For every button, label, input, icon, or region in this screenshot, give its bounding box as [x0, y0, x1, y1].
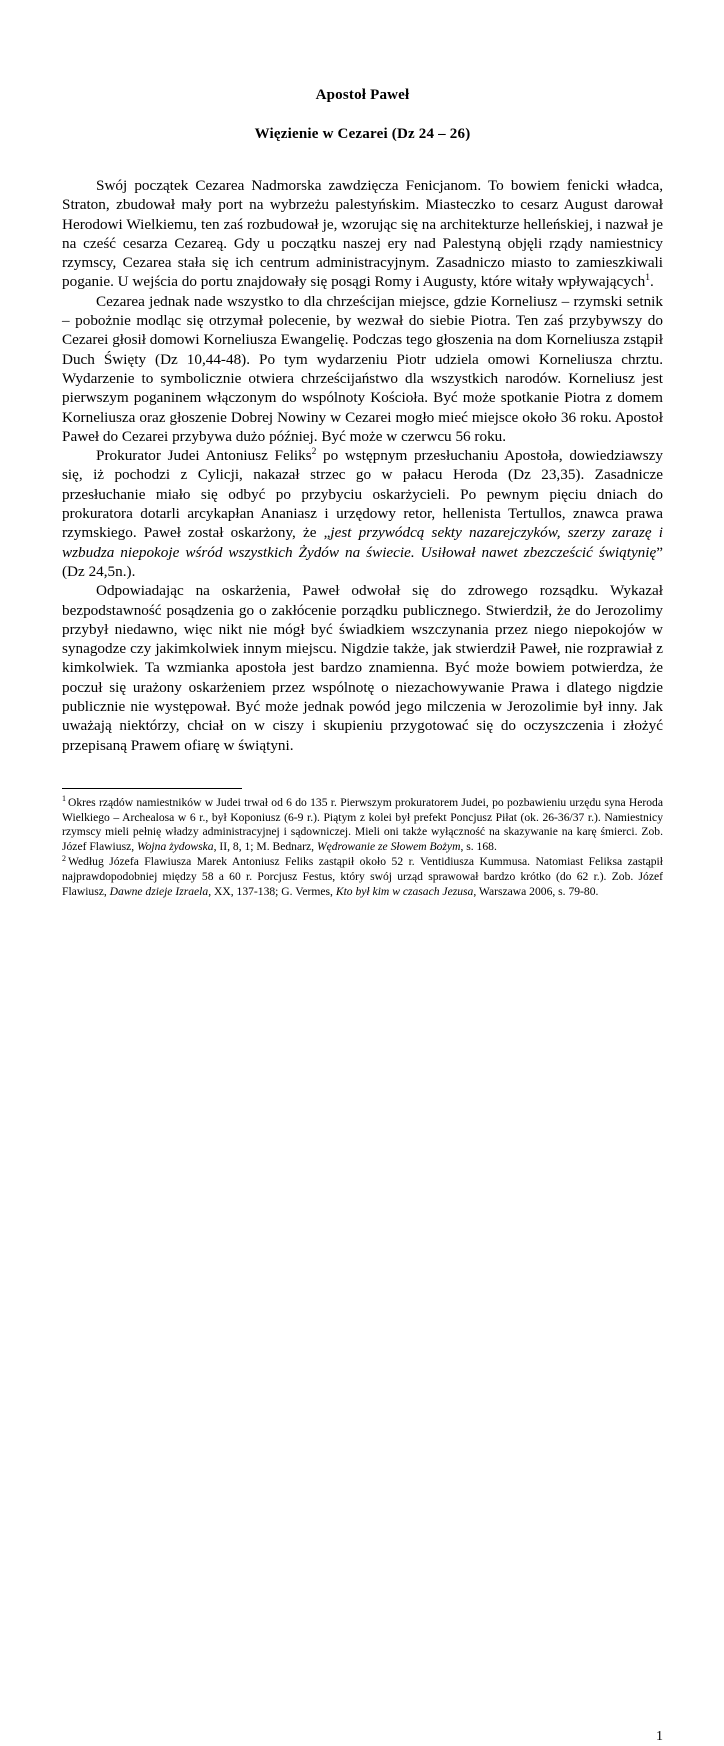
page-number: 1 — [656, 1729, 663, 1744]
paragraph-1-tail: . — [649, 273, 654, 291]
footnote-1-text-b: , II, 8, 1; M. Bednarz, — [213, 839, 317, 853]
footnote-2-text-a: Według Józefa Flawiusza Marek Antoniusz Feliks zastąpił około 52 r. Ventidiusza Kummusa. Natomiast Feliksa zastąpił najprawdopodobniej między 58 a 60 r. Porcjusz Festus, który swój urząd sprawował bardzo krótko (do 62 r.). Zob. Józef Flawiusz, — [62, 855, 663, 898]
footnote-1-title-1: Wojna żydowska — [137, 839, 214, 853]
document-body — [62, 0, 663, 755]
page-subtitle: Więzienie w Cezarei (Dz 24 – 26) — [254, 126, 471, 142]
paragraph-3-quote: jest przywódcą sekty nazarejczyków, szerzy zarazę i wzbudza niepokoje wśród wszystkich Żydów na świecie. Usiłował nawet zbezcześcić świątynię — [62, 524, 663, 561]
footnotes-section — [62, 788, 663, 1744]
footnote-2 — [62, 855, 663, 899]
footnote-2-text-c: , Warszawa 2006, s. 79-80. — [473, 884, 599, 898]
footnote-separator-rule — [62, 788, 242, 789]
paragraph-1 — [62, 176, 663, 292]
footnote-1 — [62, 796, 663, 854]
paragraph-2: Cezarea jednak nade wszystko to dla chrześcijan miejsce, gdzie Korneliusz – rzymski setnik – pobożnie modląc się otrzymał polecenie, by wezwał do siebie Piotra. Ten zaś przybywszy do Cezarei głosił domowi Korneliusza Ewangelię. Podczas tego głoszenia na dom Korneliusza zstąpił Duch Święty (Dz 10,44-48). Po tym wydarzeniu Piotr udziela omowi Korneliusza chrztu. Wydarzenie to symbolicznie otwiera chrześcijaństwo dla wszystkich narodów. Korneliusz jest pierwszym poganinem włączonym do wspólnoty Kościoła. Być może spotkanie Piotra z domem Korneliusza oraz głoszenie Dobrej Nowiny w Cezarei mogło mieć miejsce około 36 roku. Apostoł Paweł do Cezarei przybywa dużo później. Być może w czerwcu 56 roku. — [62, 292, 663, 445]
footnote-1-text-a: Okres rządów namiestników w Judei trwał od 6 do 135 r. Pierwszym prokuratorem Judei, po pozbawieniu urzędu syna Heroda Wielkiego – Archealosa w 6 r., był Koponiusz (6-9 r.). Piątym z kolei był prefekt Poncjusz Piłat (ok. 26-36/37 r.). Namiestnicy rzymscy mieli pełnię władzy administracyjnej i sądowniczej. Mieli oni także wyłączność na skazywanie na karę śmierci. Zob. Józef Flawiusz, — [62, 796, 663, 853]
main-text — [62, 176, 663, 755]
paragraph-3-text-a: Prokurator Judei Antoniusz Feliks — [96, 447, 312, 465]
title-block — [62, 0, 663, 144]
paragraph-3-text-b: po wstępnym przesłuchaniu Apostoła, dowiedziawszy się, iż pochodzi z Cylicji, nakazał strzec go w pałacu Heroda (Dz 23,35). Zasadnicze przesłuchanie miało się odbyć po przybyciu oskarżycieli. Po pewnym pięciu dniach do prokuratora dotarli arcykapłan Ananiasz i urzędowy retor, hellenista Tertullos, znawca prawa rzymskiego. Paweł został oskarżony, że „ — [62, 447, 663, 542]
footnote-2-text-b: , XX, 137-138; G. Vermes, — [208, 884, 336, 898]
footnote-2-marker: 2 — [62, 853, 66, 863]
paragraph-1-text: Swój początek Cezarea Nadmorska zawdzięcza Fenicjanom. To bowiem fenicki władca, Straton, zbudował mały port na wybrzeżu palestyńskim. Miasteczko to cesarz August darował Herodowi Wielkiemu, ten zaś rozbudował je, wzorując się na architekturze helleńskiej, i nazwał je na cześć cesarza Cezareą. Gdy u początku naszej ery nad Palestyną objęli rządy namiestnicy rzymscy, Cezarea stała się ich centrum administracyjnym. Zasadniczo miasto to zamieszkiwali poganie. U wejścia do portu znajdowały się posągi Romy i Augusty, które witały wpływających — [62, 177, 663, 291]
footnote-2-title-1: Dawne dzieje Izraela — [109, 884, 209, 898]
footnote-1-text-c: , s. 168. — [460, 839, 497, 853]
footnote-ref-1[interactable]: 1 — [645, 273, 650, 284]
footnote-ref-2[interactable]: 2 — [311, 447, 317, 458]
paragraph-4: Odpowiadając na oskarżenia, Paweł odwołał się do zdrowego rozsądku. Wykazał bezpodstawność posądzenia go o zakłócenie porządku publicznego. Stwierdził, że do Jerozolimy przybył niedawno, więc nikt nie mógł być świadkiem wszczynania przez niego niepokojów w synagodze czy jakimkolwiek innym miejscu. Nigdzie także, jak stwierdził Paweł, nie rozprawiał z kimkolwiek. Ta wzmianka apostoła jest bardzo znamienna. Być może bowiem potwierdza, że poczuł się urażony oskarżeniem przez wspólnotę o niezachowywanie Prawa i dlatego nigdzie publicznie nie występował. Być może jednak powód jego milczenia w Jerozolimie był inny. Jak uważają niektórzy, chciał on w ciszy i skupieniu przygotować się do oczyszczenia i złożyć przepisaną Prawem ofiarę w świątyni. — [62, 582, 663, 754]
page-title: Apostoł Paweł — [315, 87, 410, 103]
paragraph-3-text-c: ” (Dz 24,5n.). — [62, 543, 663, 580]
paragraph-3 — [62, 446, 663, 581]
footnote-1-marker: 1 — [62, 794, 66, 804]
footnote-1-title-2: Wędrowanie ze Słowem Bożym — [316, 839, 461, 853]
footnote-2-title-2: Kto był kim w czasach Jezusa — [335, 884, 474, 898]
